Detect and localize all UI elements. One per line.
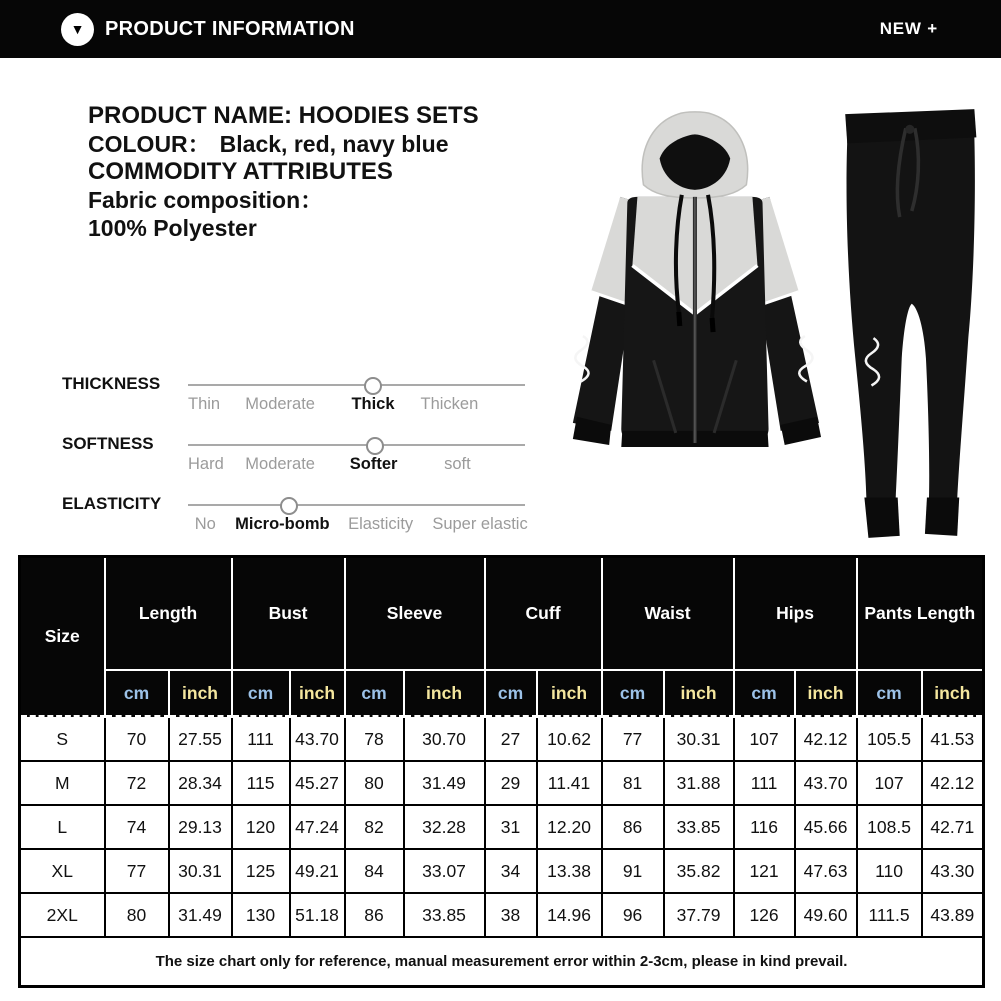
- size-corner-cell: Size: [20, 557, 105, 717]
- value-cell: 28.34: [169, 761, 232, 805]
- colour-value: Black, red, navy blue: [219, 130, 449, 157]
- size-chart-table: [18, 555, 985, 988]
- size-cell: 2XL: [20, 893, 105, 937]
- value-cell: 86: [602, 805, 664, 849]
- value-cell: 30.31: [169, 849, 232, 893]
- value-cell: 126: [734, 893, 795, 937]
- slider-option: Thin: [188, 395, 221, 413]
- value-cell: 14.96: [537, 893, 602, 937]
- value-cell: 80: [345, 761, 404, 805]
- attribute-label: ELASTICITY: [62, 494, 162, 513]
- slider-thumb[interactable]: [364, 377, 382, 395]
- value-cell: 77: [105, 849, 169, 893]
- attribute-label: THICKNESS: [62, 374, 161, 393]
- unit-header-cell: inch: [537, 670, 602, 717]
- value-cell: 43.89: [922, 893, 984, 937]
- slider-line: [188, 444, 525, 446]
- unit-header-cell: cm: [345, 670, 404, 717]
- slider-option: Softer: [349, 455, 398, 473]
- value-cell: 125: [232, 849, 290, 893]
- fabric-composition-value: 100% Polyester: [88, 214, 257, 241]
- size-row: [20, 717, 984, 762]
- value-cell: 108.5: [857, 805, 922, 849]
- value-cell: 31: [485, 805, 537, 849]
- value-cell: 33.07: [404, 849, 485, 893]
- commodity-attributes-heading: COMMODITY ATTRIBUTES: [88, 158, 393, 186]
- value-cell: 42.12: [795, 717, 857, 762]
- slider-track: [188, 491, 528, 551]
- value-cell: 45.27: [290, 761, 345, 805]
- value-cell: 42.12: [922, 761, 984, 805]
- slider-option: Elasticity: [348, 515, 414, 533]
- value-cell: 86: [345, 893, 404, 937]
- size-row: [20, 805, 984, 849]
- attribute-row-elasticity: [62, 491, 552, 551]
- product-text-block: [88, 102, 479, 242]
- slider-option: Super elastic: [432, 515, 528, 533]
- group-header-cell: Cuff: [485, 557, 602, 671]
- down-triangle-badge-icon: ▼: [61, 13, 94, 46]
- value-cell: 130: [232, 893, 290, 937]
- value-cell: 33.85: [664, 805, 734, 849]
- value-cell: 31.88: [664, 761, 734, 805]
- product-photo: [522, 96, 1001, 555]
- group-header-cell: Pants Length: [857, 557, 984, 671]
- fabric-composition-label: Fabric composition：: [88, 187, 324, 214]
- value-cell: 34: [485, 849, 537, 893]
- value-cell: 31.49: [404, 761, 485, 805]
- unit-header-cell: inch: [922, 670, 984, 717]
- attribute-row-softness: [62, 431, 552, 491]
- unit-header-cell: inch: [169, 670, 232, 717]
- note-row: [20, 937, 984, 987]
- slider-line: [188, 384, 525, 386]
- group-header-cell: Hips: [734, 557, 857, 671]
- value-cell: 107: [734, 717, 795, 762]
- value-cell: 77: [602, 717, 664, 762]
- value-cell: 13.38: [537, 849, 602, 893]
- value-cell: 111: [734, 761, 795, 805]
- slider-track: [188, 431, 525, 491]
- value-cell: 110: [857, 849, 922, 893]
- slider-option: Thick: [351, 395, 395, 413]
- slider-option: Micro-bomb: [235, 515, 330, 533]
- pants-illustration: [845, 109, 976, 538]
- value-cell: 115: [232, 761, 290, 805]
- group-header-cell: Waist: [602, 557, 734, 671]
- slider-thumb[interactable]: [280, 497, 298, 515]
- size-cell: XL: [20, 849, 105, 893]
- unit-header-cell: cm: [105, 670, 169, 717]
- attribute-label: SOFTNESS: [62, 434, 154, 453]
- value-cell: 105.5: [857, 717, 922, 762]
- unit-header-cell: cm: [734, 670, 795, 717]
- topbar-brand: [61, 13, 355, 46]
- value-cell: 84: [345, 849, 404, 893]
- value-cell: 111.5: [857, 893, 922, 937]
- hoodie-illustration: [573, 112, 821, 447]
- page-title: PRODUCT INFORMATION: [105, 17, 355, 40]
- slider-track: [188, 371, 525, 431]
- size-cell: L: [20, 805, 105, 849]
- value-cell: 49.21: [290, 849, 345, 893]
- group-header-cell: Bust: [232, 557, 345, 671]
- value-cell: 111: [232, 717, 290, 762]
- size-row: [20, 893, 984, 937]
- unit-header-cell: cm: [857, 670, 922, 717]
- unit-header-cell: inch: [664, 670, 734, 717]
- value-cell: 121: [734, 849, 795, 893]
- attribute-row-thickness: [62, 371, 552, 431]
- value-cell: 72: [105, 761, 169, 805]
- value-cell: 37.79: [664, 893, 734, 937]
- value-cell: 51.18: [290, 893, 345, 937]
- unit-header-cell: cm: [602, 670, 664, 717]
- value-cell: 82: [345, 805, 404, 849]
- value-cell: 78: [345, 717, 404, 762]
- value-cell: 47.24: [290, 805, 345, 849]
- size-cell: M: [20, 761, 105, 805]
- size-row: [20, 761, 984, 805]
- slider-option: soft: [444, 455, 471, 473]
- value-cell: 80: [105, 893, 169, 937]
- topbar: [0, 0, 1001, 58]
- unit-header-cell: inch: [404, 670, 485, 717]
- slider-option: Thicken: [420, 395, 479, 413]
- slider-option: No: [194, 515, 216, 533]
- value-cell: 96: [602, 893, 664, 937]
- new-plus-link[interactable]: NEW +: [879, 19, 938, 38]
- unit-header-row: [20, 670, 984, 717]
- value-cell: 33.85: [404, 893, 485, 937]
- value-cell: 41.53: [922, 717, 984, 762]
- value-cell: 10.62: [537, 717, 602, 762]
- size-cell: S: [20, 717, 105, 762]
- value-cell: 32.28: [404, 805, 485, 849]
- value-cell: 27: [485, 717, 537, 762]
- product-name-line: PRODUCT NAME: HOODIES SETS: [88, 102, 479, 129]
- value-cell: 42.71: [922, 805, 984, 849]
- value-cell: 29.13: [169, 805, 232, 849]
- value-cell: 43.30: [922, 849, 984, 893]
- slider-option: Moderate: [245, 455, 315, 473]
- colour-line: [88, 131, 479, 159]
- value-cell: 81: [602, 761, 664, 805]
- value-cell: 47.63: [795, 849, 857, 893]
- group-header-cell: Sleeve: [345, 557, 485, 671]
- unit-header-cell: inch: [795, 670, 857, 717]
- size-row: [20, 849, 984, 893]
- slider-option: Hard: [188, 455, 224, 473]
- value-cell: 74: [105, 805, 169, 849]
- attribute-sliders: [62, 371, 552, 551]
- value-cell: 91: [602, 849, 664, 893]
- value-cell: 49.60: [795, 893, 857, 937]
- colour-label: COLOUR：: [88, 130, 211, 157]
- value-cell: 70: [105, 717, 169, 762]
- value-cell: 29: [485, 761, 537, 805]
- value-cell: 116: [734, 805, 795, 849]
- slider-thumb[interactable]: [366, 437, 384, 455]
- group-header-row: [20, 557, 984, 671]
- slider-line: [188, 504, 525, 506]
- value-cell: 27.55: [169, 717, 232, 762]
- value-cell: 12.20: [537, 805, 602, 849]
- value-cell: 30.31: [664, 717, 734, 762]
- size-note-cell: The size chart only for reference, manual measurement error within 2-3cm, please in kind prevail.: [20, 937, 984, 987]
- value-cell: 11.41: [537, 761, 602, 805]
- value-cell: 45.66: [795, 805, 857, 849]
- value-cell: 43.70: [795, 761, 857, 805]
- value-cell: 107: [857, 761, 922, 805]
- slider-option: Moderate: [245, 395, 315, 413]
- value-cell: 31.49: [169, 893, 232, 937]
- unit-header-cell: cm: [232, 670, 290, 717]
- value-cell: 30.70: [404, 717, 485, 762]
- group-header-cell: Length: [105, 557, 232, 671]
- unit-header-cell: inch: [290, 670, 345, 717]
- value-cell: 38: [485, 893, 537, 937]
- value-cell: 43.70: [290, 717, 345, 762]
- unit-header-cell: cm: [485, 670, 537, 717]
- product-photo-illustration: [522, 96, 1001, 555]
- value-cell: 35.82: [664, 849, 734, 893]
- value-cell: 120: [232, 805, 290, 849]
